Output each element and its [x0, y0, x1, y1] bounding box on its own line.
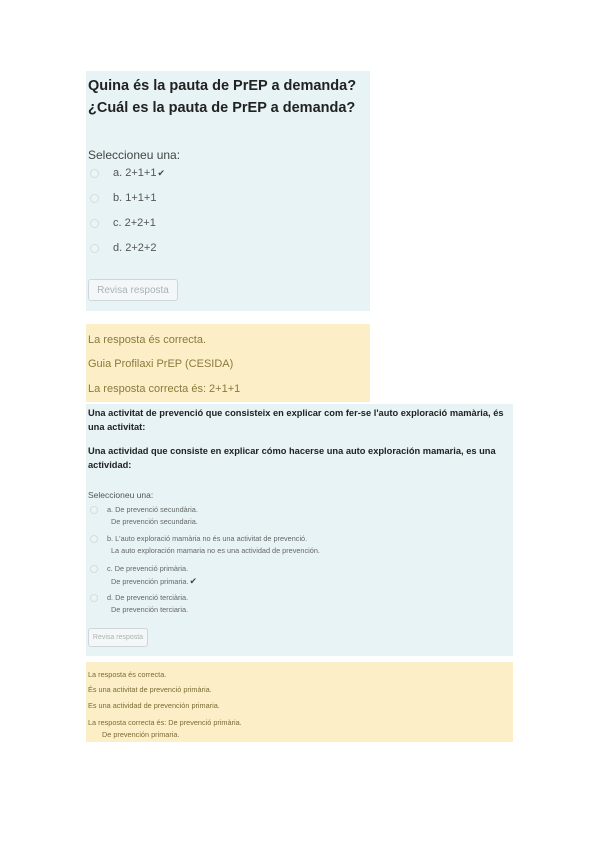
- option-label: d. De prevenció terciària.: [107, 593, 189, 602]
- option-sublabel: [90, 575, 197, 588]
- q1-option-c[interactable]: [90, 217, 156, 229]
- radio-button[interactable]: [90, 506, 98, 514]
- question-1-prompt: Seleccioneu una:: [88, 148, 181, 162]
- question-2-title-spanish: Una actividad que consiste en explicar cómo hacerse una auto exploración mamaria, es una actividad:: [88, 446, 496, 470]
- feedback-line: La resposta és correcta.: [88, 670, 167, 679]
- option-sublabel-text: De prevención primaria.: [111, 577, 189, 586]
- option-label: b. L'auto exploració mamària no és una activitat de prevenció.: [107, 534, 308, 543]
- radio-button[interactable]: [90, 169, 99, 178]
- question-2-prompt: Seleccioneu una:: [88, 490, 154, 500]
- option-label: c. 2+2+1: [113, 217, 156, 229]
- radio-button[interactable]: [90, 594, 98, 602]
- question-1-title-spanish: ¿Cuál es la pauta de PrEP a demanda?: [88, 100, 356, 116]
- q2-option-d[interactable]: [90, 592, 188, 616]
- feedback-line: La resposta correcta és: De prevenció primària.: [88, 718, 242, 727]
- radio-button[interactable]: [90, 535, 98, 543]
- feedback-line: La resposta correcta és: 2+1+1: [88, 383, 241, 395]
- option-label: a. De prevenció secundària.: [107, 505, 198, 514]
- option-sublabel: De prevención terciaria.: [111, 605, 189, 614]
- option-label: c. De prevenció primària.: [107, 564, 189, 573]
- feedback-line: De prevención primaria.: [102, 730, 180, 739]
- option-label: b. 1+1+1: [113, 192, 157, 204]
- question-2-panel: [86, 404, 513, 656]
- radio-button[interactable]: [90, 219, 99, 228]
- check-icon: ✔: [189, 576, 198, 586]
- radio-button[interactable]: [90, 244, 99, 253]
- feedback-line: La resposta és correcta.: [88, 334, 207, 346]
- radio-button[interactable]: [90, 194, 99, 203]
- check-icon: ✔: [157, 167, 165, 178]
- q2-option-c[interactable]: [90, 563, 197, 588]
- feedback-line: És una activitat de prevenció primària.: [88, 685, 212, 694]
- q1-option-b[interactable]: [90, 192, 156, 204]
- check-answer-button[interactable]: Revisa resposta: [88, 279, 178, 301]
- option-label: d. 2+2+2: [113, 242, 157, 254]
- question-1-title-catalan: Quina és la pauta de PrEP a demanda?: [88, 78, 357, 94]
- check-answer-button[interactable]: Revisa resposta: [88, 628, 148, 647]
- q1-option-a[interactable]: [90, 167, 165, 179]
- q2-option-b[interactable]: [90, 533, 320, 557]
- question-2-title-catalan: Una activitat de prevenció que consisteix en explicar com fer-se l'auto exploració mamària, és una activitat:: [88, 408, 504, 432]
- option-sublabel: La auto exploración mamaria no es una actividad de prevención.: [111, 546, 320, 555]
- option-label: a. 2+1+1: [113, 167, 157, 179]
- q2-option-a[interactable]: [90, 504, 198, 528]
- feedback-1-panel: [86, 324, 370, 402]
- feedback-line: Es una actividad de prevención primaria.: [88, 701, 220, 710]
- option-sublabel: De prevención secundaria.: [111, 517, 198, 526]
- q1-option-d[interactable]: [90, 242, 156, 254]
- question-1-panel: [86, 71, 370, 311]
- feedback-line: Guia Profilaxi PrEP (CESIDA): [88, 358, 234, 370]
- radio-button[interactable]: [90, 565, 98, 573]
- feedback-2-panel: [86, 662, 513, 742]
